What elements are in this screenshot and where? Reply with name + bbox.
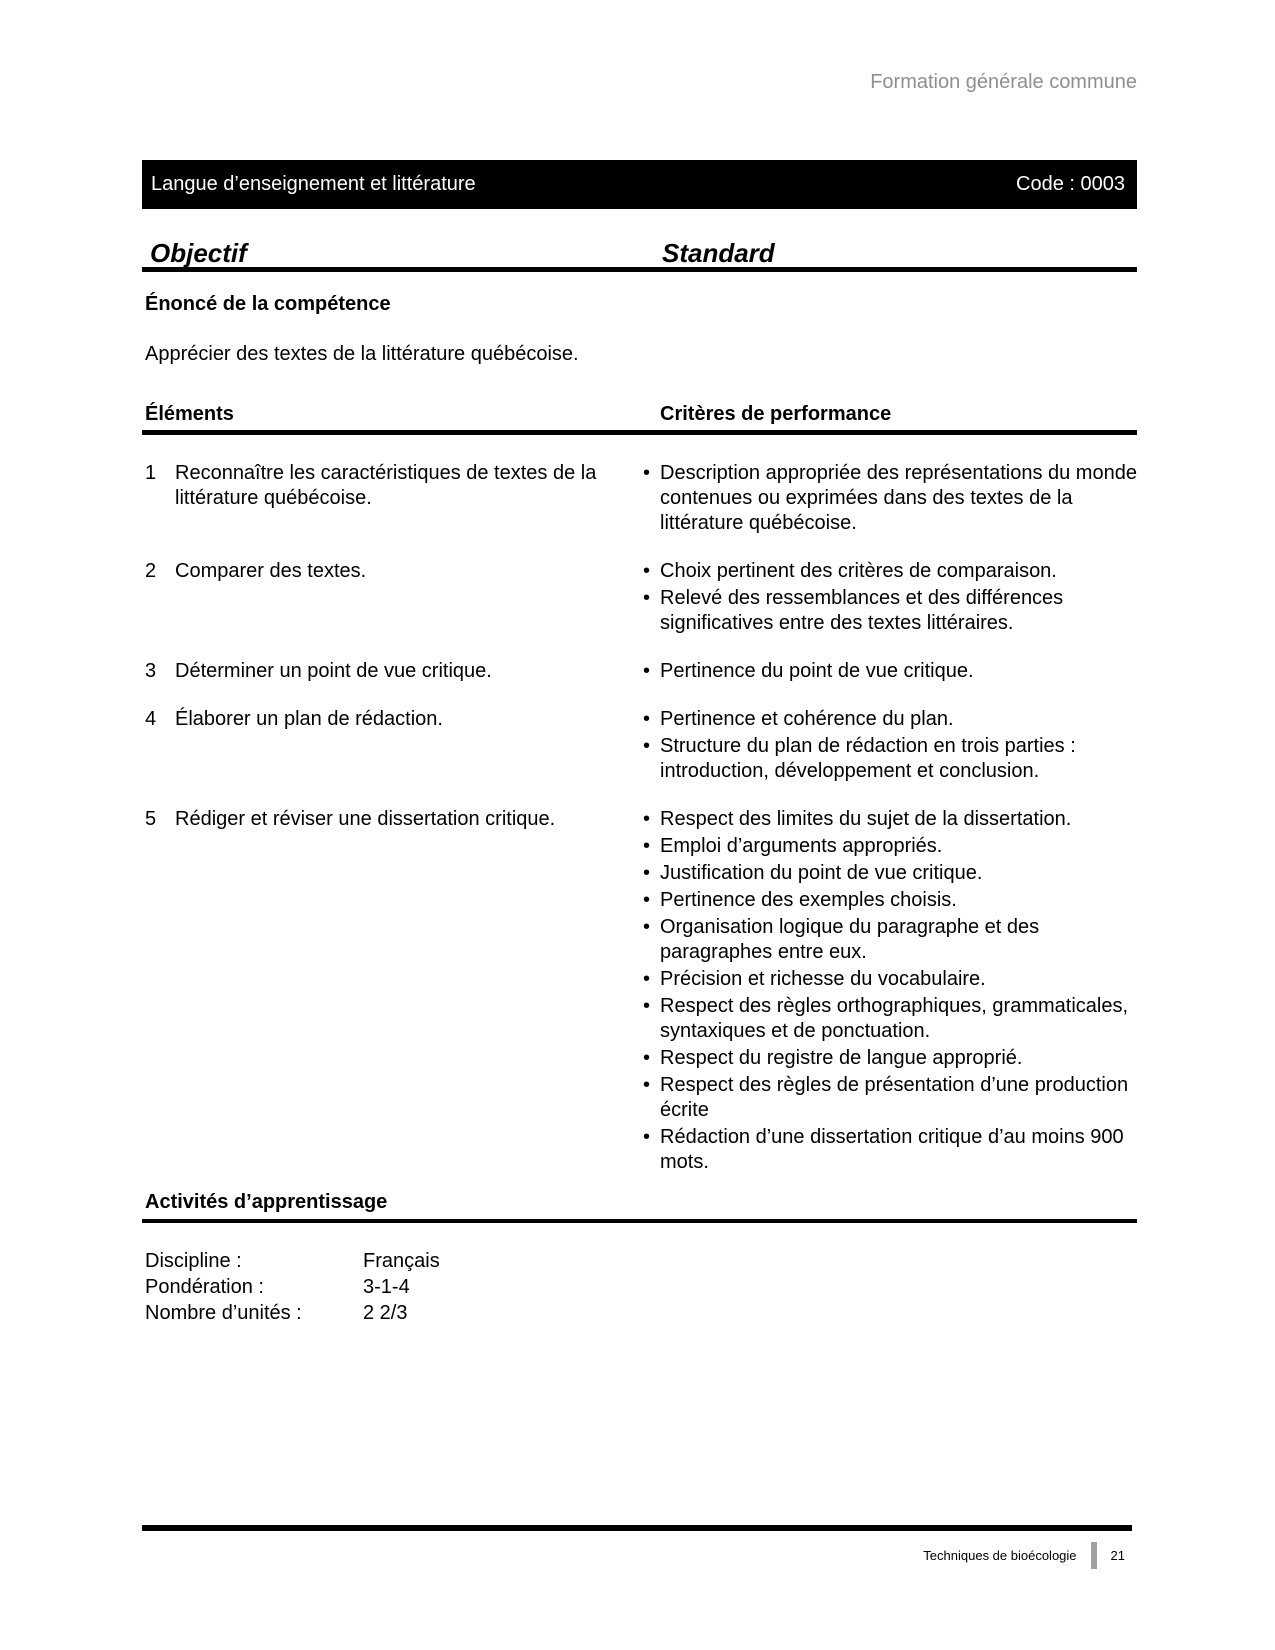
criteria-item: • Relevé des ressemblances et des différences significatives entre des textes littéraires.	[642, 586, 1137, 636]
element-text: Comparer des textes.	[175, 560, 367, 582]
footer-divider-bar	[1091, 1542, 1097, 1569]
activities-label: Discipline :	[145, 1250, 242, 1272]
footer-page-number: 21	[1110, 1548, 1125, 1563]
criteria-item: • Justification du point de vue critique.	[642, 861, 1137, 886]
table-row	[142, 659, 1137, 686]
element-number: 4	[145, 708, 157, 730]
criteria-item: • Pertinence et cohérence du plan.	[642, 707, 1137, 732]
criteria-list	[642, 707, 1137, 784]
criteria-item: • Description appropriée des représentations du monde contenues ou exprimées dans des textes de la littérature québécoise.	[642, 461, 1137, 536]
activities-label: Pondération :	[145, 1276, 264, 1298]
element-cell	[142, 807, 660, 1177]
activities-heading: Activités d’apprentissage	[142, 1190, 1137, 1223]
criteria-item: • Respect du registre de langue approprié.	[642, 1046, 1137, 1071]
element-number: 1	[145, 462, 157, 484]
criteria-item: • Respect des règles orthographiques, grammaticales, syntaxiques et de ponctuation.	[642, 994, 1137, 1044]
criteria-item: • Choix pertinent des critères de comparaison.	[642, 559, 1137, 584]
element-text: Déterminer un point de vue critique.	[175, 660, 492, 682]
footer-program-label: Techniques de bioécologie	[923, 1548, 1077, 1563]
element-cell	[142, 461, 660, 538]
criteria-list	[642, 807, 1137, 1175]
criteria-item: • Structure du plan de rédaction en trois parties : introduction, développement et conclusion.	[642, 734, 1137, 784]
criteria-item: • Organisation logique du paragraphe et des paragraphes entre eux.	[642, 915, 1137, 965]
element-number: 2	[145, 560, 157, 582]
activities-info	[142, 1248, 1137, 1326]
criteria-cell	[642, 461, 1137, 538]
table-row	[142, 707, 1137, 786]
element-number: 5	[145, 808, 157, 830]
criteria-item: • Respect des règles de présentation d’une production écrite	[642, 1073, 1137, 1123]
activities-row	[145, 1274, 1137, 1300]
criteria-list	[642, 659, 1137, 684]
criteria-item: • Respect des limites du sujet de la dissertation.	[642, 807, 1137, 832]
activities-row	[145, 1300, 1137, 1326]
elements-criteria-header	[142, 402, 1137, 435]
criteria-item: • Pertinence des exemples choisis.	[642, 888, 1137, 913]
title-bar-title: Langue d’enseignement et littérature	[151, 173, 476, 195]
objectif-standard-header	[142, 236, 1137, 272]
title-bar-code: Code : 0003	[1016, 173, 1125, 195]
table-row	[142, 559, 1137, 638]
criteria-cell	[642, 559, 1137, 638]
criteria-list	[642, 559, 1137, 636]
criteria-heading: Critères de performance	[660, 403, 892, 425]
criteria-item: • Précision et richesse du vocabulaire.	[642, 967, 1137, 992]
element-text: Reconnaître les caractéristiques de textes de la littérature québécoise.	[175, 462, 597, 509]
criteria-cell	[642, 707, 1137, 786]
element-cell	[142, 659, 660, 686]
criteria-list	[642, 461, 1137, 536]
activities-value: Français	[363, 1250, 440, 1272]
element-text: Rédiger et réviser une dissertation critique.	[175, 808, 556, 830]
element-cell	[142, 707, 660, 786]
standard-heading: Standard	[662, 238, 775, 268]
footer-text-row	[142, 1542, 1137, 1569]
element-cell	[142, 559, 660, 638]
page-footer	[142, 1525, 1137, 1569]
activities-value: 3-1-4	[363, 1276, 410, 1298]
element-number: 3	[145, 660, 157, 682]
criteria-item: • Rédaction d’une dissertation critique d’au moins 900 mots.	[642, 1125, 1137, 1175]
elements-table	[142, 461, 1137, 1198]
title-bar	[142, 160, 1137, 209]
footer-rule	[142, 1525, 1132, 1531]
competency-statement-heading: Énoncé de la compétence	[145, 293, 391, 315]
element-text: Élaborer un plan de rédaction.	[175, 708, 443, 730]
objectif-heading: Objectif	[150, 238, 247, 268]
criteria-item: • Emploi d’arguments appropriés.	[642, 834, 1137, 859]
criteria-cell	[642, 659, 1137, 686]
criteria-item: • Pertinence du point de vue critique.	[642, 659, 1137, 684]
activities-value: 2 2/3	[363, 1302, 408, 1324]
activities-label: Nombre d’unités :	[145, 1302, 302, 1324]
activities-row	[145, 1248, 1137, 1274]
table-row	[142, 807, 1137, 1177]
header-category-label: Formation générale commune	[870, 71, 1137, 93]
competency-statement-text: Apprécier des textes de la littérature québécoise.	[145, 343, 579, 365]
elements-heading: Éléments	[145, 403, 234, 425]
table-row	[142, 461, 1137, 538]
criteria-cell	[642, 807, 1137, 1177]
